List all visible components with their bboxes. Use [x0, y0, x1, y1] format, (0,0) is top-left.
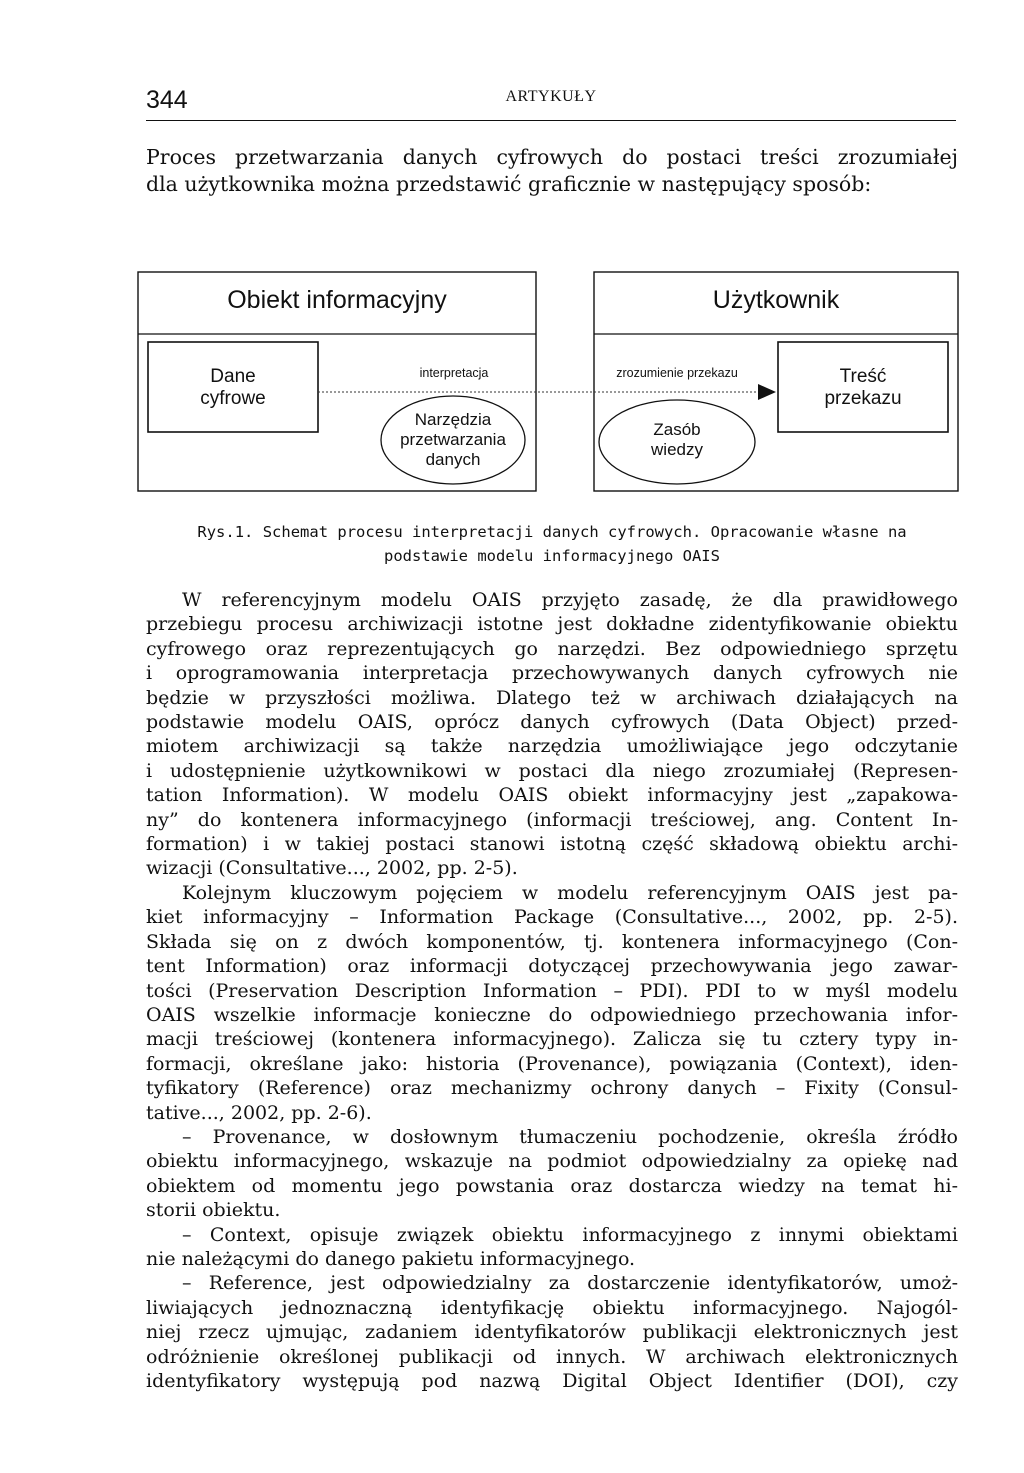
knowledge-ellipse-label: [599, 420, 755, 460]
caption-line: podstawie modelu informacyjnego OAIS: [384, 547, 720, 565]
content-box-line: Treść: [839, 366, 887, 387]
body-line: niej rzecz ujmując, zadaniem identyfikatorów publikacji elektronicznych jest: [146, 1321, 958, 1344]
interpretation-label: interpretacja: [419, 366, 489, 380]
tools-ellipse-line: przetwarzania: [400, 430, 506, 449]
body-line: storii obiektu.: [146, 1199, 281, 1222]
body-line: tation Information). W modelu OAIS obiekt informacyjny jest „zapakowa-: [146, 784, 958, 807]
body-line: – Context, opisuje związek obiektu informacyjnego z innymi obiektami: [182, 1223, 958, 1246]
body-text: [146, 588, 958, 1393]
body-line: identyfikatory występują pod nazwą Digital Object Identifier (DOI), czy: [146, 1370, 958, 1392]
caption-line: Rys.1. Schemat procesu interpretacji danych cyfrowych. Opracowanie własne na: [197, 523, 907, 541]
body-line: nie należącymi do danego pakietu informacyjnego.: [146, 1247, 636, 1270]
tools-ellipse-label: [381, 410, 525, 470]
body-line: kiet informacyjny – Information Package (Consultative..., 2002, pp. 2-5).: [146, 906, 958, 929]
arrow-head: [758, 384, 776, 400]
tools-ellipse-line: Narzędzia: [414, 410, 492, 429]
body-line: – Provenance, w dosłownym tłumaczeniu pochodzenie, określa źródło: [182, 1125, 958, 1148]
body-line: przebiegu procesu archiwizacji istotne jest dokładne zidentyfikowanie obiektu: [146, 613, 958, 636]
page-header: [146, 80, 956, 121]
body-line: Kolejnym kluczowym pojęciem w modelu referencyjnym OAIS jest pa-: [182, 881, 958, 904]
body-line: – Reference, jest odpowiedzialny za dostarczenie identyfikatorów, umoż-: [182, 1272, 958, 1295]
body-line: będzie w przyszłości możliwa. Dlatego też w archiwach działających na: [146, 686, 958, 709]
body-line: tości (Preservation Description Information – PDI). PDI to w myśl modelu: [146, 979, 958, 1002]
body-line: wizacji (Consultative..., 2002, pp. 2-5).: [146, 857, 518, 880]
intro-line: dla użytkownika można przedstawić graficznie w następujący sposób:: [146, 172, 872, 196]
body-line: miotem archiwizacji są także narzędzia umożliwiające jego odczytanie: [146, 735, 958, 758]
figure-oais-diagram: [136, 270, 960, 502]
body-line: tent Information) oraz informacji dotyczącej przechowywania jego zawar-: [146, 955, 958, 978]
data-box-label: [148, 366, 318, 410]
body-line: macji treściowej (kontenera informacyjnego). Zalicza się tu cztery typy in-: [146, 1028, 958, 1051]
body-line: i udostępnienie użytkownikowi w postaci dla niego zrozumiałej (Represen-: [146, 759, 958, 782]
body-line: Składa się on z dwóch komponentów, tj. kontenera informacyjnego (Con-: [146, 930, 958, 953]
intro-paragraph: [146, 144, 958, 198]
body-line: formation) i w takiej postaci stanowi istotną część składową obiektu archi-: [146, 833, 958, 856]
body-line: W referencyjnym modelu OAIS przyjęto zasadę, że dla prawidłowego: [182, 589, 958, 611]
running-head: ARTYKUŁY: [505, 88, 597, 105]
knowledge-ellipse-line: wiedzy: [651, 440, 703, 459]
data-box-line: Dane: [210, 366, 256, 387]
figure-caption: [146, 520, 958, 568]
body-line: i oprogramowania interpretacja przechowywanych danych cyfrowych nie: [146, 662, 958, 685]
intro-line: Proces przetwarzania danych cyfrowych do postaci treści zrozumiałej: [146, 145, 958, 169]
tools-ellipse-line: danych: [425, 450, 481, 469]
body-line: liwiających jednoznaczną identyfikację obiektu informacyjnego. Najogól-: [146, 1296, 958, 1319]
content-box-line: przekazu: [824, 388, 902, 409]
body-line: tative..., 2002, pp. 2-6).: [146, 1101, 372, 1124]
understanding-label: zrozumienie przekazu: [616, 366, 738, 380]
body-line: ny” do kontenera informacyjnego (informacji treściowej, ang. Content In-: [146, 808, 958, 831]
knowledge-ellipse-line: Zasób: [653, 420, 701, 439]
object-group-title: Obiekt informacyjny: [227, 286, 447, 314]
body-line: OAIS wszelkie informacje konieczne do odpowiedniego przechowania infor-: [146, 1003, 958, 1026]
user-group-title: Użytkownik: [712, 286, 840, 314]
content-box-label: [778, 366, 948, 410]
data-box-line: cyfrowe: [200, 388, 266, 409]
body-line: tyfikatory (Reference) oraz mechanizmy ochrony danych – Fixity (Consul-: [146, 1077, 958, 1100]
body-line: podstawie modelu OAIS, oprócz danych cyfrowych (Data Object) przed-: [146, 711, 958, 734]
body-line: cyfrowego oraz reprezentujących go narzędzi. Bez odpowiedniego sprzętu: [146, 637, 958, 660]
page-number: 344: [146, 86, 188, 114]
body-line: odróżnienie określonej publikacji od innych. W archiwach elektronicznych: [146, 1345, 958, 1368]
body-line: obiektem od momentu jego powstania oraz dostarcza wiedzy na temat hi-: [146, 1174, 958, 1197]
body-line: obiektu informacyjnego, wskazuje na podmiot odpowiedzialny za opiekę nad: [146, 1150, 958, 1173]
body-line: formacji, określane jako: historia (Provenance), powiązania (Context), iden-: [146, 1052, 958, 1075]
